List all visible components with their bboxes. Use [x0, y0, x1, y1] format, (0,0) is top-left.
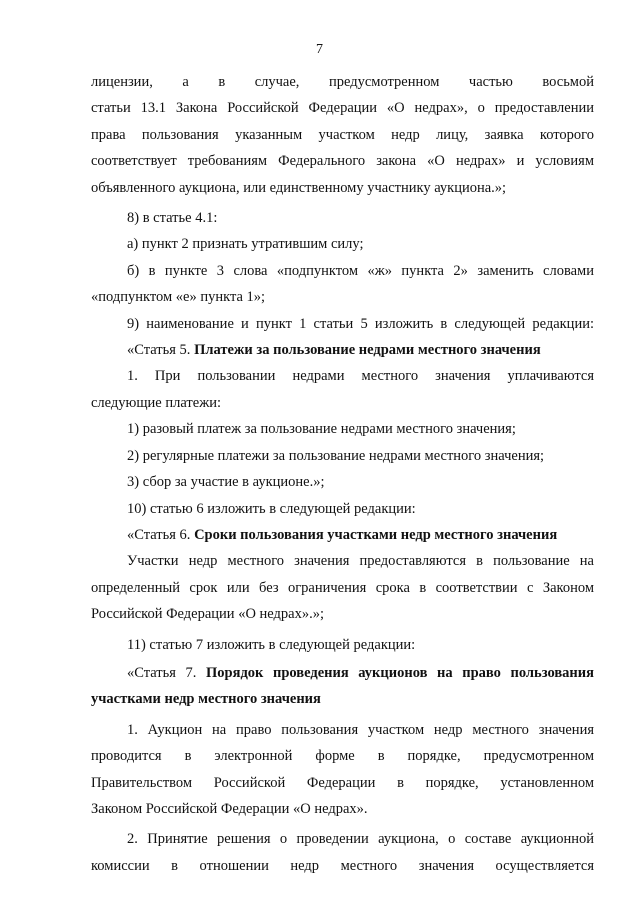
article-5-paragraph-1	[91, 363, 594, 416]
article-5-list-item-1: 1) разовый платеж за пользование недрами местного значения;	[127, 421, 516, 438]
article-7-heading	[91, 660, 594, 686]
paragraph-license	[91, 69, 594, 201]
text-line: объявленного аукциона, или единственному участнику аукциона.»;	[91, 179, 507, 196]
item-9: 9) наименование и пункт 1 статьи 5 изложить в следующей редакции:	[127, 315, 594, 332]
text-line: статьи 13.1 Закона Российской Федерации «О недрах», о предоставлении	[91, 100, 594, 117]
text-line: 1. Аукцион на право пользования участком недр местного значения	[127, 721, 594, 738]
text-line: лицензии, а в случае, предусмотренном частью восьмой	[91, 74, 594, 90]
page-number: 7	[316, 42, 323, 57]
item-8: 8) в статье 4.1:	[127, 210, 218, 227]
article-5-list-item-3: 3) сбор за участие в аукционе.»;	[127, 474, 325, 491]
article-5-list-item-2: 2) регулярные платежи за пользование недрами местного значения;	[127, 447, 545, 464]
text-line: права пользования указанным участком недр лицу, заявка которого	[91, 126, 594, 143]
item-10: 10) статью 6 изложить в следующей редакции:	[127, 500, 416, 517]
document-body	[91, 69, 594, 879]
text-line: следующие платежи:	[91, 394, 221, 411]
item-11: 11) статью 7 изложить в следующей редакции:	[127, 636, 416, 653]
text-line: Законом Российской Федерации «О недрах».	[91, 800, 368, 817]
article-title: Платежи за пользование недрами местного значения	[194, 342, 541, 359]
text-line: «подпунктом «е» пункта 1»;	[91, 289, 266, 306]
text-line: Участки недр местного значения предоставляются в пользование на	[127, 553, 594, 570]
article-6-paragraph	[91, 548, 594, 627]
text-line: комиссии в отношении недр местного значения осуществляется	[91, 857, 594, 874]
article-7-paragraph-2	[91, 826, 594, 879]
article-6-heading	[91, 522, 594, 548]
article-7-heading-cont: участками недр местного значения	[91, 691, 321, 708]
text-line: Российской Федерации «О недрах».»;	[91, 606, 325, 623]
article-title: Сроки пользования участками недр местного значения	[194, 526, 558, 543]
article-prefix: «Статья 5.	[127, 342, 195, 359]
text-line: б) в пункте 3 слова «подпунктом «ж» пункта 2» заменить словами	[127, 262, 594, 279]
text-line: определенный срок или без ограничения срока в соответствии с Законом	[91, 579, 594, 596]
text-line: 1. При пользовании недрами местного значения уплачиваются	[127, 368, 594, 385]
item-8b	[91, 258, 594, 311]
text-line: проводится в электронной форме в порядке, предусмотренном	[91, 748, 594, 765]
text-line: 2. Принятие решения о проведении аукциона, о составе аукционной	[127, 831, 594, 848]
article-7-paragraph-1	[91, 717, 594, 823]
item-8a: а) пункт 2 признать утратившим силу;	[127, 236, 364, 253]
article-title: Порядок проведения аукционов на право пользования	[206, 664, 594, 681]
article-prefix: «Статья 7.	[127, 664, 206, 681]
article-5-heading	[91, 337, 594, 363]
article-prefix: «Статья 6.	[127, 526, 195, 543]
text-line: Правительством Российской Федерации в порядке, установленном	[91, 774, 594, 791]
text-line: соответствует требованиям Федерального закона «О недрах» и условиям	[91, 153, 594, 170]
